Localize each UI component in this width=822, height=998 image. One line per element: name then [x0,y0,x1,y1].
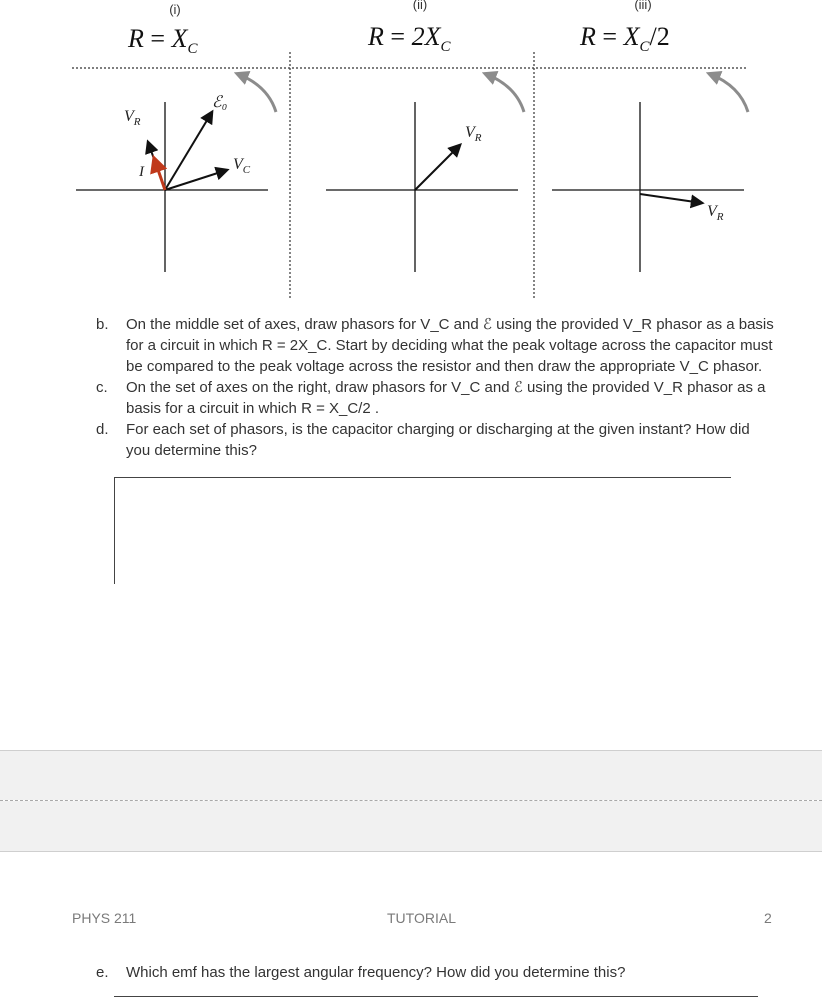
question-e-letter: e. [96,964,109,981]
answer-line-e[interactable] [114,996,758,997]
eq2-rhs-sub: C [440,39,451,56]
panel-3-numeral: (iii) [634,0,652,12]
vc-label-main: V [233,156,243,173]
eq3-rhs-sub: C [639,39,650,56]
eq2-lhs: R [368,22,384,51]
page-break-bottom-line [0,851,822,852]
eq3-suffix: /2 [649,22,670,51]
vc-label [233,156,250,176]
question-b-letter: b. [96,316,109,333]
eq3-rhs: X [623,22,640,51]
question-e [96,962,776,983]
question-d [96,419,776,461]
vr-label-1-sub: R [133,116,141,129]
eq2-rhs: 2X [411,22,441,51]
eq1-lhs: R [128,24,144,53]
footer-course: PHYS 211 [72,910,137,926]
question-c [96,377,776,419]
phasor-diagrams [0,0,822,310]
question-c-letter: c. [96,379,108,396]
current-label: I [139,164,144,180]
vr-label-3-sub: R [716,211,724,224]
emf-label: ℰ₀ [212,94,228,111]
panel-1-numeral: (i) [169,2,181,17]
vr-phasor-panel-2 [415,145,460,190]
eq1-rhs: X [171,24,188,53]
vr-label-3-main: V [707,203,717,220]
question-b-text: On the middle set of axes, draw phasors for V_C and ℰ using the provided V_R phasor as a basis for a circuit in which R = 2X_C. Start by deciding what the peak voltage across the capacitor must be compared to the peak voltage across the resistor and then draw the appropriate V_C phasor. [126,316,774,375]
rotation-arrow-3 [710,74,748,112]
eq3-lhs: R [580,22,596,51]
vr-label-panel-1 [124,108,141,128]
eq2-op: = [390,22,406,51]
footer-title: TUTORIAL [387,910,456,926]
rotation-arrow-2 [486,74,524,112]
vr-label-1-main: V [124,108,134,125]
panel-2-numeral: (ii) [412,0,428,12]
question-c-text: On the set of axes on the right, draw phasors for V_C and ℰ using the provided V_R phasor as a basis for a circuit in which R = X_C/2 . [126,379,766,417]
question-b [96,314,776,377]
footer-page-number: 2 [764,910,772,926]
vr-label-panel-3 [707,203,724,223]
emf-phasor [165,112,212,190]
page-break-band-upper [0,751,822,800]
question-d-letter: d. [96,421,109,438]
current-phasor [154,158,165,190]
vc-label-sub: C [242,164,251,177]
vr-label-2-sub: R [474,132,482,145]
answer-box-d[interactable] [114,477,731,584]
eq1-op: = [150,24,166,53]
vr-phasor-panel-3 [640,194,702,203]
eq3-op: = [602,22,618,51]
vr-label-panel-2 [465,124,482,144]
vr-label-2-main: V [465,124,475,141]
question-e-text: Which emf has the largest angular frequency? How did you determine this? [126,964,626,981]
question-d-text: For each set of phasors, is the capacitor charging or discharging at the given instant? How did you determine this? [126,421,750,459]
rotation-arrow-1 [238,74,276,112]
eq1-rhs-sub: C [187,41,198,58]
page-break-band-lower [0,801,822,851]
